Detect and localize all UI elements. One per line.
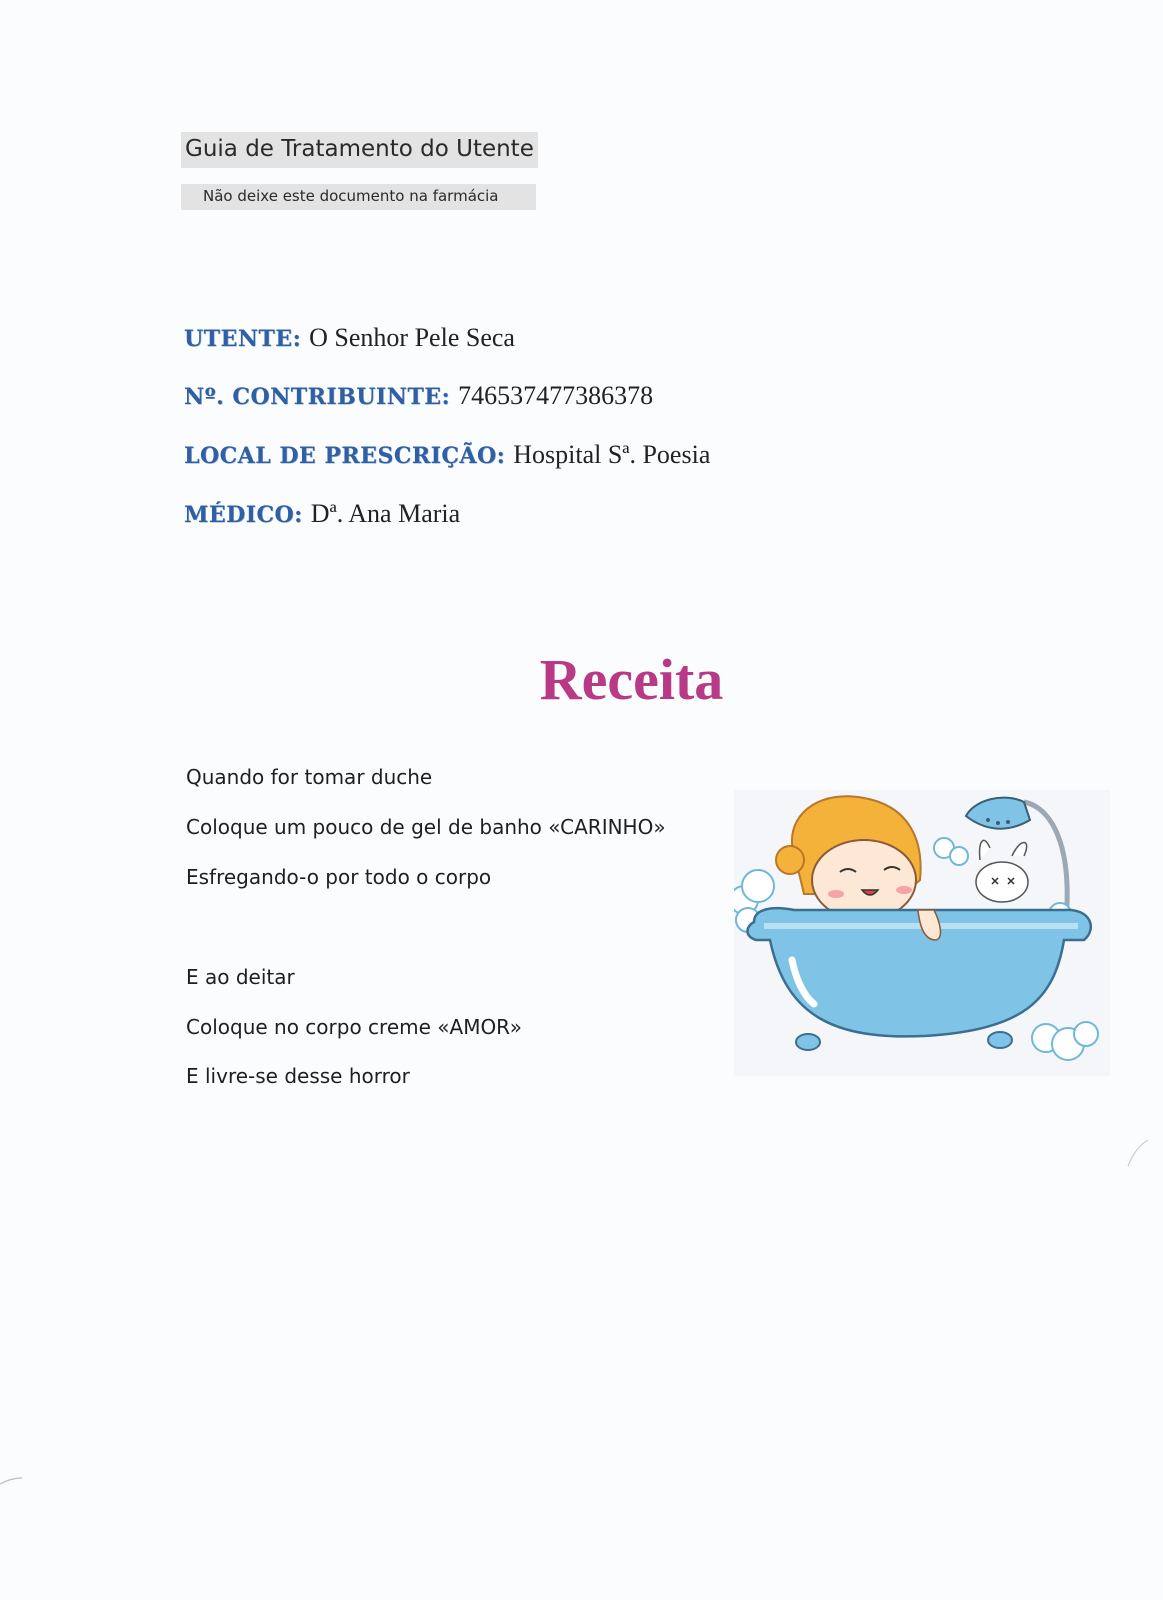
verse-line: Coloque no corpo creme «AMOR» [186,1015,522,1039]
field-local-prescricao [184,439,710,472]
field-utente [184,322,515,355]
verse-line: E livre-se desse horror [186,1064,410,1088]
field-value: O Senhor Pele Seca [309,323,515,352]
verse-line: E ao deitar [186,965,295,989]
document-header-title: Guia de Tratamento do Utente [181,132,538,168]
field-medico [184,498,460,531]
field-label: MÉDICO: [184,502,303,528]
field-contribuinte [184,380,653,413]
field-label: UTENTE: [184,326,302,352]
field-value: 746537477386378 [458,381,654,410]
field-value: Hospital Sª. Poesia [513,440,711,469]
girl-in-bathtub-icon [734,790,1110,1076]
recipe-title: Receita [539,647,724,712]
field-label: Nº. CONTRIBUINTE: [184,384,451,410]
verse-line: Esfregando-o por todo o corpo [186,865,492,889]
field-value: Dª. Ana Maria [310,499,461,528]
verse-line: Coloque um pouco de gel de banho «CARINHO» [186,815,666,839]
field-label: LOCAL DE PRESCRIÇÃO: [184,443,506,469]
scan-mark-decoration [0,1474,24,1488]
scan-mark-decoration [1126,1138,1150,1168]
document-header-subtitle: Não deixe este documento na farmácia [181,184,536,210]
verse-line: Quando for tomar duche [186,765,433,789]
